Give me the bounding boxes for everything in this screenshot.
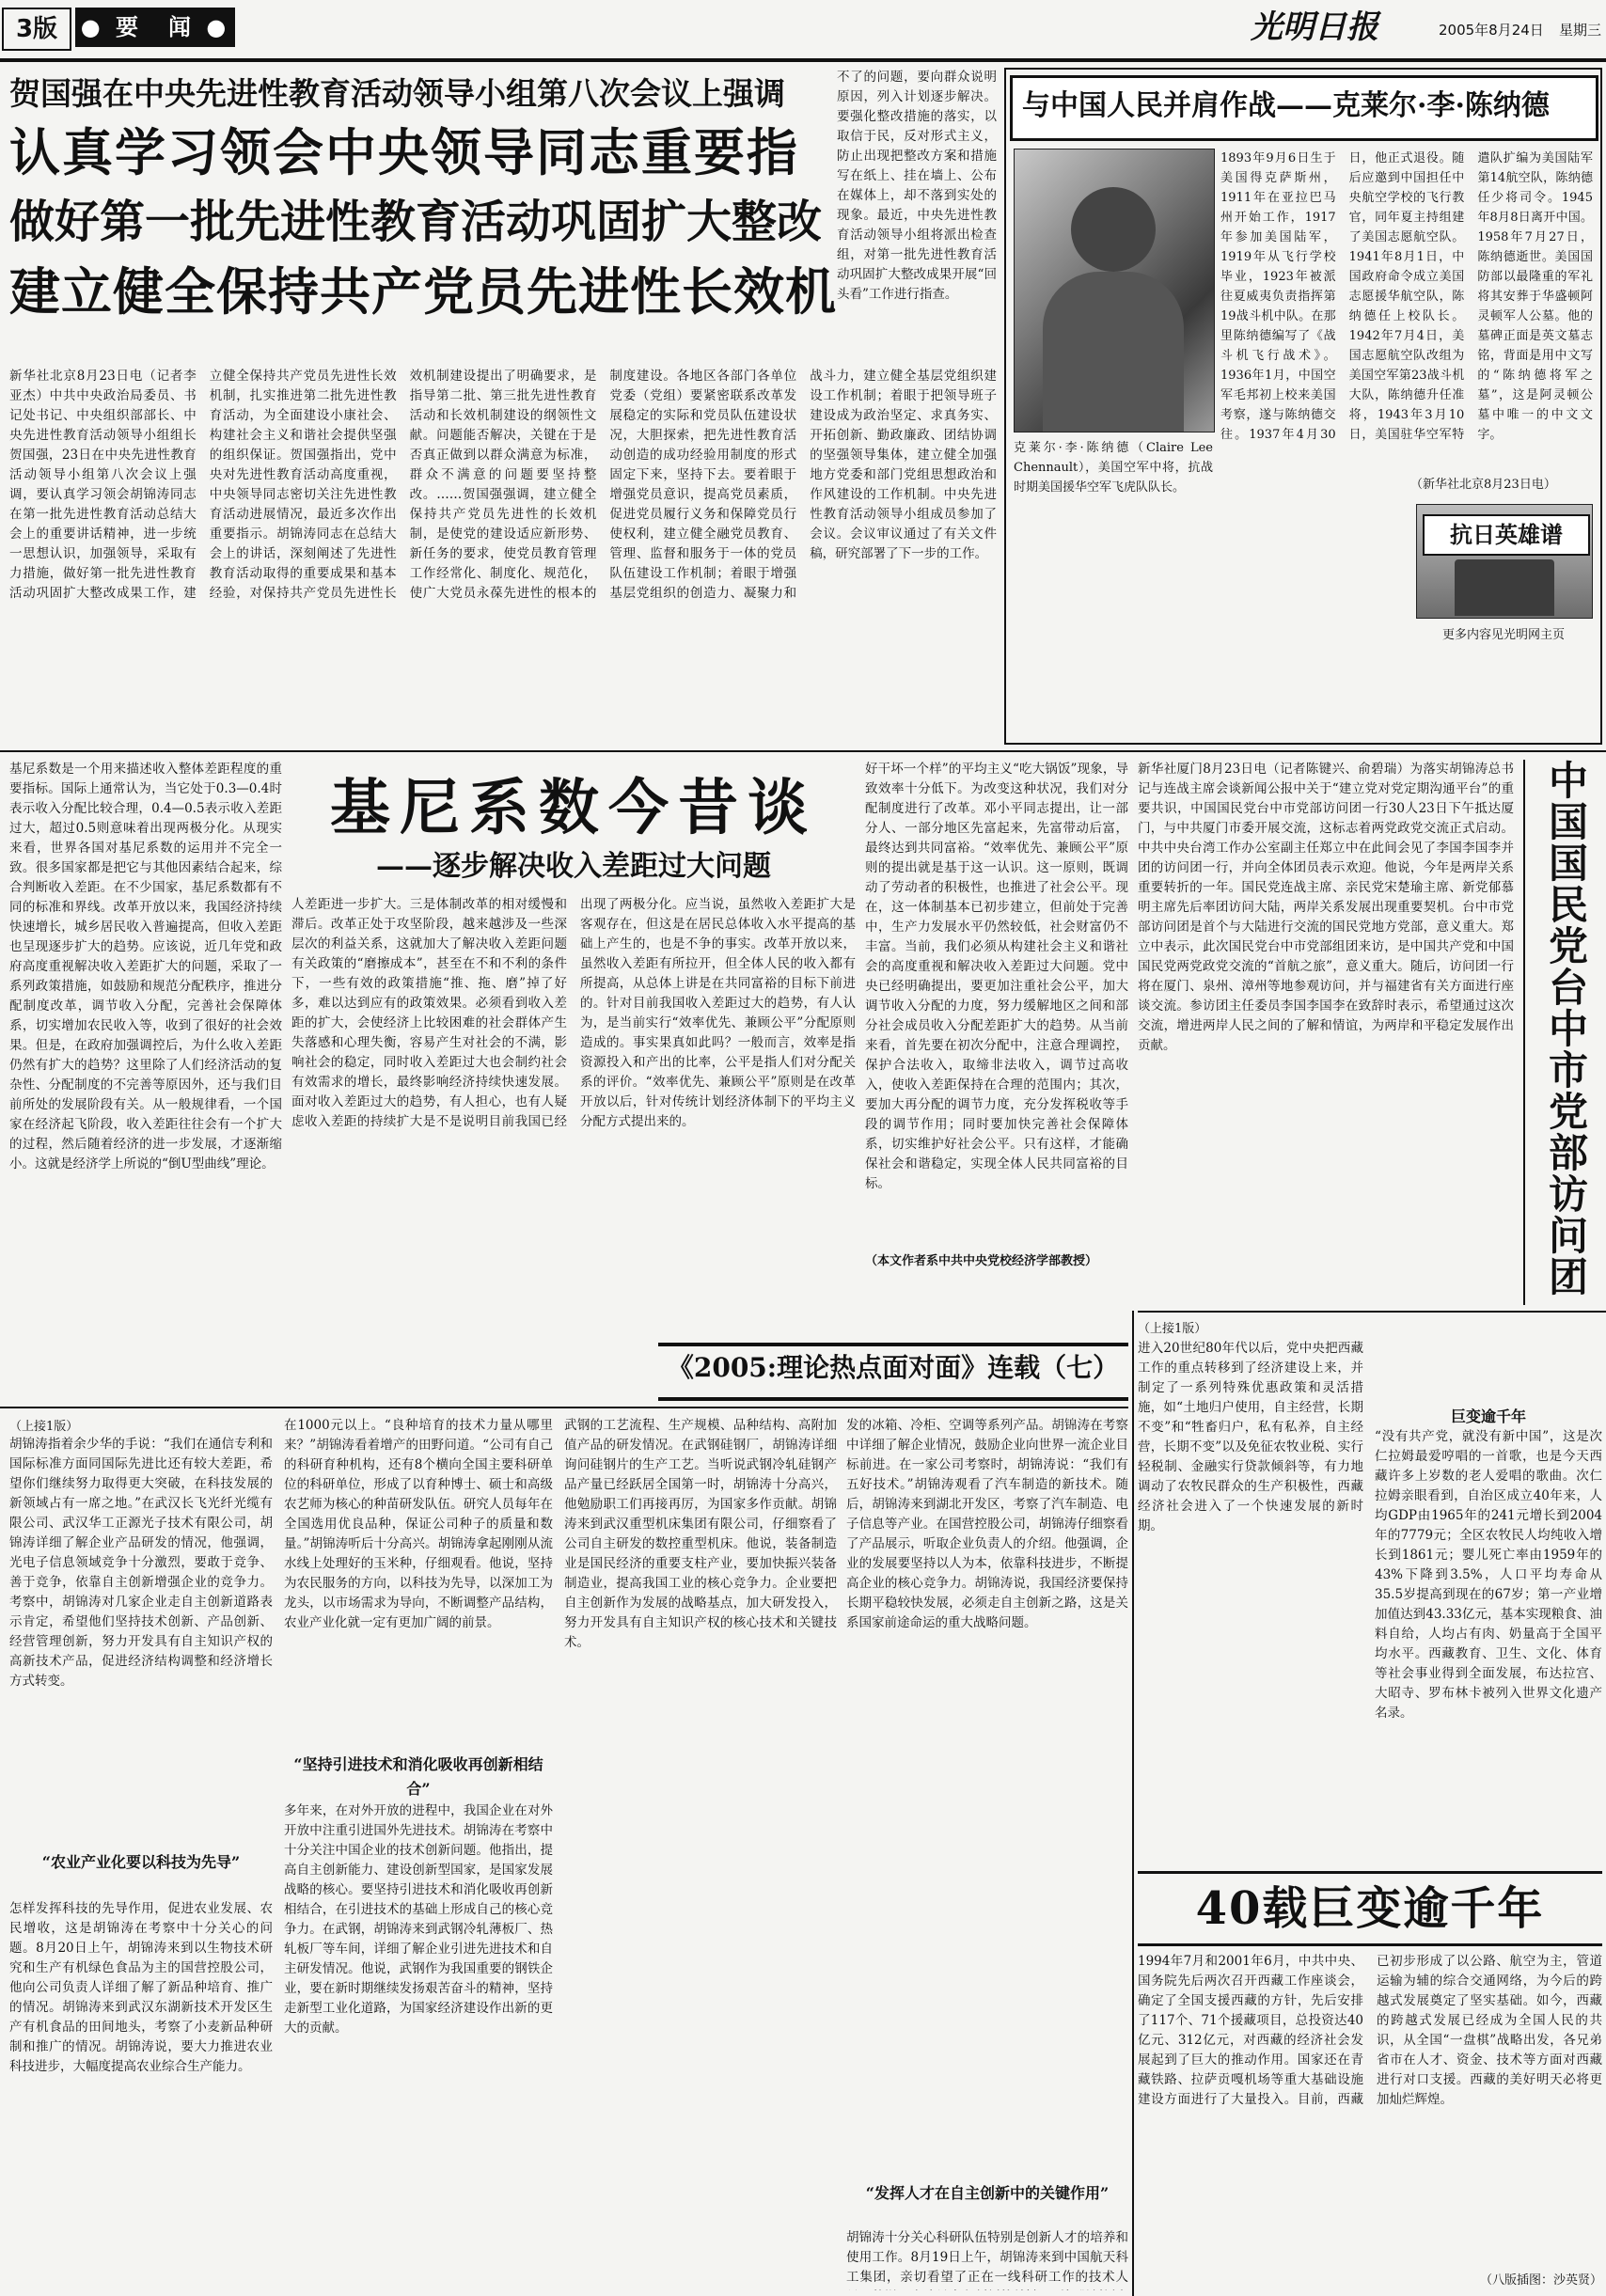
gini-series-label: 《2005:理论热点面对面》连载（七）: [667, 1352, 1120, 1383]
lead-body: 新华社北京8月23日电（记者李亚杰）中共中央政治局委员、书记处书记、中央组织部部长、中央先进性教育活动领导小组组长贺国强，23日在中央先进性教育活动领导小组第八次会议上强调，要认真学习领会胡锦涛同志在第一批先进性教育活动总结大会上的重要讲话精神，进一步统一思想认识，加强领导，采取有力措施，做好第一批先进性教育活动巩固扩大整改成果工作，建立健全保持共产党员先进性长效机制，扎实推进第二批先进性教育活动，为全面建设小康社会、构建社会主义和谐社会提供坚强的组织保证。贺国强指出，党中央对先进性教育活动高度重视，中央领导同志密切关注先进性教育活动进展情况，最近多次作出重要指示。胡锦涛同志在总结大会上的讲话，深刻阐述了先进性教育活动取得的重要成果和基本经验，对保持共产党员先进性长效机制建设提出了明确要求，是指导第二批、第三批先进性教育活动和长效机制建设的纲领性文献。问题能否解决，关键在于是否真正做到以群众满意为标准，群众不满意的问题要坚持整改。……贺国强强调，建立健全保持共产党员先进性的长效机制，是使党的建设适应新形势、新任务的要求，使党员教育管理工作经常化、制度化、规范化，使广大党员永葆先进性的根本的制度建设。各地区各部门各单位党委（党组）要紧密联系改革发展稳定的实际和党员队伍建设状况，大胆探索，把先进性教育活动创造的成功经验用制度的形式固定下来，坚持下去。要着眼于增强党员意识，提高党员素质，促进党员履行义务和保障党员行使权利，建立健全融党员教育、管理、监督和服务于一体的党员队伍建设工作机制；着眼于增强基层党组织的创造力、凝聚力和战斗力，建立健全基层党组织建设工作机制；着眼于把领导班子建设成为政治坚定、求真务实、开拓创新、勤政廉政、团结协调的坚强领导集体，建立健全加强地方党委和部门党组思想政治和作风建设的工作机制。中央先进性教育活动领导小组成员参加了会议。会议审议通过了有关文件稿，研究部署了下一步的工作。: [9, 369, 997, 601]
middle-rule: [0, 1407, 1128, 1408]
photo-body-icon: [1043, 272, 1184, 432]
xizang-subhead: 巨变逾千年: [1450, 1407, 1526, 1425]
page-number: 3版: [15, 15, 58, 43]
issue-weekday: 星期三: [1559, 22, 1602, 39]
issue-date: 2005年8月24日: [1439, 22, 1544, 39]
xizang-body-col2: “没有共产党，就没有新中国”，这是次仁拉姆最爱哼唱的一首歌，也是今天西藏许多上岁数的老人爱唱的歌曲。次仁拉姆亲眼看到，自治区成立40年来，人均GDP由1965年的241元增长到2004年的7779元；全区农牧民人均纯收入增长到1861元；婴儿死亡率由1959年的43%下降到3.5%，人口平均寿命从35.5岁提高到现在的67岁；第一产业增加值达到43.33亿元，基本实现粮食、油料自给，人均占有肉、奶量高于全国平均水平。西藏教育、卫生、文化、体育等社会事业得到全面发展，布达拉宫、大昭寺、罗布林卡被列入世界文化遗产名录。: [1375, 1429, 1602, 1721]
xizang-body-col3: 1994年7月和2001年6月，中共中央、国务院先后两次召开西藏工作座谈会，确定了全国支援西藏的方针，先后安排了117个、71个援藏项目，总投资达40亿元、312亿元，对西藏的经济社会发展起到了巨大的推动作用。国家还在青藏铁路、拉萨贡嘎机场等重大基础设施建设方面进行了大量投入。目前，西藏已初步形成了以公路、航空为主，管道运输为辅的综合交通网络，为今后的跨越式发展奠定了坚实基础。如今，西藏的跨越式发展已经成为全国人民的共识，从全国“一盘棋”战略出发，各兄弟省市在人才、资金、技术等方面对西藏进行对口支援。西藏的美好明天必将更加灿烂辉煌。: [1138, 1954, 1602, 2107]
paper-name: 光明日报: [1251, 8, 1378, 46]
page-number-badge: [2, 8, 71, 51]
masthead-rule: [0, 58, 1606, 62]
taiwan-title: [1523, 760, 1604, 1305]
hero-body: 1893年9月6日生于美国得克萨斯州，1911年在亚拉巴马州开始工作，1917年参加美国陆军，1919年从飞行学校毕业，1923年被派往夏威夷负责指挥第19战斗机中队。在那里陈纳德编写了《战斗机飞行战术》。1936年1月，中国空军毛邦初上校来美国考察，遂与陈纳德交往。1937年4月30日，他正式退役。随后应邀到中国担任中央航空学校的飞行教官，同年夏主持组建了美国志愿航空队。1941年8月1日，中国政府命令成立美国志愿援华航空队，陈纳德任上校队长。1942年7月4日，美国志愿航空队改组为美国空军第23战斗机大队，陈纳德升任准将，1943年3月10日，美国驻华空军特遣队扩编为美国陆军第14航空队，陈纳德任少将司令。1945年8月8日离开中国。1958年7月27日，陈纳德逝世。美国国防部以最隆重的军礼将其安葬于华盛顿阿灵顿军人公墓。他的墓碑正面是英文墓志铭，背面是用中文写的“陈纳德将军之墓”，这是阿灵顿公墓中唯一的中文文字。: [1220, 151, 1593, 442]
hu-body-col1b: 怎样发挥科技的先导作用，促进农业发展、农民增收，这是胡锦涛在考察中十分关心的问题。8月20日上午，胡锦涛来到以生物技术研究和生产有机绿色食品为主的国营控股公司，他向公司负责人详细了解了新品种培育、推广的情况。胡锦涛来到武汉东湖新技术开发区生产有机食品的田间地头，考察了小麦新品种研制和推广的情况。胡锦涛说，要大力推进农业科技进步，大幅度提高农业综合生产能力。: [9, 1901, 273, 2074]
gini-body-col2: 人差距进一步扩大。三是体制改革的相对缓慢和滞后。改革正处于攻坚阶段，越来越涉及一些深层次的利益关系，这就加大了解决收入差距问题有关政策的“磨擦成本”，甚至在不和不利的条件下，一些有效的政策措施“推、拖、磨”掉了好多，难以达到应有的政策效果。必须看到收入差距的扩大，会使经济上比较困难的社会群体产生失落感和心理失衡，容易产生对社会的不满，影响社会的稳定，同时收入差距过大也会制约社会有效需求的增长，最终影响经济持续快速发展。面对收入差距过大的趋势，有人担心，也有人疑虑收入差距的持续扩大是不是说明目前我国已经出现了两极分化。应当说，虽然收入差距扩大是客观存在，但这是在居民总体收入水平提高的基础上产生的，也是不争的事实。改革开放以来，虽然收入差距有所拉开，但全体人民的收入都有所提高，从总体上讲是在共同富裕的目标下前进的。针对目前我国收入差距过大的趋势，有人认为，是当前实行“效率优先、兼顾公平”分配原则造成的。事实果真如此吗？一般而言，效率是指资源投入和产出的比率，公平是指人们对分配关系的评价。“效率优先、兼顾公平”原则是在改革开放以后，针对传统计划经济体制下的平均主义分配方式提出来的。: [291, 897, 856, 1129]
gini-series-banner: [658, 1343, 1128, 1401]
lead-continuation: 不了的问题，要向群众说明原因，列入计划逐步解决。要强化整改措施的落实，以取信于民，反对形式主义，防止出现把整改方案和措施写在纸上、挂在墙上、公布在媒体上，却不落到实处的现象。最近，中央先进性教育活动领导小组将派出检查组，对第一批先进性教育活动巩固扩大整改成果开展“回头看”工作进行指查。: [837, 70, 997, 302]
lead-bottom-rule: [0, 750, 1606, 752]
hero-body-more: [1014, 540, 1409, 728]
taiwan-body: 新华社厦门8月23日电（记者陈键兴、俞碧瑞）为落实胡锦涛总书记与连战主席会谈新闻公报中关于“建立党对党定期沟通平台”的重要共识，中国国民党台中市党部访问团一行30人23日下午抵达厦门，与中共厦门市委开展交流，这标志着两党政党交流正式启动。中共中央台湾工作办公室副主任郑立中在此间会见了李国李国李并团的访问团一行，并向全体团员表示欢迎。他说，今年是两岸关系重要转折的一年。国民党连战主席、亲民党宋楚瑜主席、新党郁慕明主席先后率团访问大陆，两岸关系发展出现重要契机。台中市党部访问团是首个与大陆进行交流的国民党地方党部，意义重大。郑立中表示，此次国民党台中市党部组团来访，是中国共产党和中国国民党两党政党交流的“首航之旅”，意义重大。随后，访问团一行将在厦门、泉州、漳州等地参观访问，并与福建省有关方面进行座谈交流。参访团主任委员李国李国李在致辞时表示，希望通过这次交流，增进两岸人民之间的了解和情谊，为两岸和平稳定发展作出贡献。: [1138, 762, 1514, 1053]
hero-credit: （新华社北京8月23日电）: [1410, 478, 1556, 492]
hu-body-col2b: 多年来，在对外开放的进程中，我国企业在对外开放中注重引进国外先进技术。胡锦涛在考察中十分关注中国企业的技术创新问题。他指出，提高自主创新能力、建设创新型国家，是国家发展战略的核心。要坚持引进技术和消化吸收再创新相结合，在引进技术的基础上形成自己的核心竞争力。在武钢，胡锦涛来到武钢冷轧薄板厂、热轧板厂等车间，详细了解企业引进先进技术和自主研发情况。他说，武钢作为我国重要的钢铁企业，要在新时期继续发扬艰苦奋斗的精神，坚持走新型工业化道路，为国家经济建设作出新的更大的贡献。: [284, 1803, 553, 2036]
lead-headline-2: 做好第一批先进性教育活动巩固扩大整改: [9, 196, 823, 248]
right-middle-rule: [1138, 1311, 1606, 1313]
photo-figure-icon: [1071, 187, 1156, 272]
hero-badge: [1416, 504, 1593, 619]
monument-icon: [1455, 559, 1554, 616]
gini-subtitle: ——逐步解决收入差距过大问题: [376, 850, 771, 883]
lead-kicker: 贺国强在中央先进性教育活动领导小组第八次会议上强调: [9, 75, 785, 112]
hero-title: 与中国人民并肩作战——克莱尔·李·陈纳德: [1022, 89, 1550, 122]
hero-box: [1004, 68, 1602, 745]
hero-badge-title: 抗日英雄谱: [1423, 514, 1590, 556]
hu-body-col4: 发的冰箱、冷柜、空调等系列产品。胡锦涛在考察中详细了解企业情况，鼓励企业向世界一流企业目标前进。在一家公司考察时，胡锦涛说：“我们有五好技术。”胡锦涛观看了汽车制造的新技术。随后，胡锦涛来到湖北开发区，考察了汽车制造、电子信息等产业。在国营控股公司，胡锦涛仔细察看了产品展示，听取企业负责人的介绍。他强调，企业的发展要坚持以人为本，依靠科技进步，不断提高企业的核心竞争力。胡锦涛说，我国经济要保持长期平稳较快发展，必须走自主创新之路，这是关系国家前途命运的重大战略问题。: [846, 1418, 1128, 1630]
hu-body-col2: 在1000元以上。“良种培育的技术力量从哪里来？”胡锦涛看着增产的田野问道。“公司有自己的科研育种机构，还有8个横向全国主要科研单位的科研单位，形成了以育种博士、硕士和高级农艺师为核心的种苗研发队伍。研究人员每年在全国选用优良品种，保证公司种子的质量和数量。”胡锦涛听后十分高兴。胡锦涛拿起刚刚从流水线上处理好的玉米种，仔细观看。他说，坚持为农民服务的方向，以科技为先导，以深加工为龙头，以市场需求为导向，不断调整产品结构，农业产业化就一定有更加广阔的前景。: [284, 1418, 553, 1630]
xizang-head-note: （上接1版）: [1138, 1322, 1207, 1336]
hero-title-bar: [1010, 75, 1598, 141]
xizang-headline: 40载巨变逾千年: [1138, 1871, 1602, 1946]
gini-credit: （本文作者系中共中央党校经济学部教授）: [865, 1254, 1098, 1268]
hu-subhead-1: “农业产业化要以科技为先导”: [41, 1853, 241, 1871]
chennault-photo: [1014, 149, 1215, 432]
section-badge: ● 要 闻 ●: [75, 8, 235, 47]
hu-body-col4b: 胡锦涛十分关心科研队伍特别是创新人才的培养和使用工作。8月19日上午，胡锦涛来到中国航天科工集团，亲切看望了正在一线科研工作的技术人: [846, 2230, 1128, 2285]
hu-body-col1: 胡锦涛指着余少华的手说：“我们在通信专利和国际标准方面同国际先进比还有较大差距，希望你们继续努力取得更大突破，在科技发展的新领域占有一席之地。”在武汉长飞光纤光缆有限公司、武汉华工正源光子技术有限公司，胡锦涛详细了解企业产品研发的情况，他强调，光电子信息领域竞争十分激烈，要敢于竞争、善于竞争，依靠自主创新增强企业的竞争力。考察中，胡锦涛对几家企业走自主创新道路表示肯定，希望他们坚持技术创新、产品创新、经营管理创新，努力开发具有自主知识产权的高新技术产品，促进经济结构调整和经济增长方式转变。: [9, 1437, 273, 1689]
hu-subhead-3: “发挥人才在自主创新中的关键作用”: [865, 2184, 1110, 2202]
lead-headline-3: 建立健全保持共产党员先进性长效机: [9, 261, 837, 322]
xizang-credit: （八版插图：沙英贤）: [1479, 2273, 1602, 2288]
hu-subhead-2: “坚持引进技术和消化吸收再创新相结合”: [293, 1755, 543, 1798]
section-name: 要 闻: [116, 14, 195, 40]
gini-title: 基尼系数今昔谈: [330, 773, 817, 843]
hu-head-note: （上接1版）: [9, 1420, 79, 1434]
masthead: [0, 0, 1606, 58]
hero-badge-note: 更多内容见光明网主页: [1441, 628, 1565, 642]
gini-body-col1: 基尼系数是一个用来描述收入整体差距程度的重要指标。国际上通常认为，当它处于0.3—0.4时表示收入分配比较合理，0.4—0.5表示收入差距过大，超过0.5则意味着出现两极分化。从现实来看，世界各国对基尼系数的运用并不完全一致。很多国家都是把它与其他因素结合起来，综合判断收入差距。在不少国家，基尼系数都有不同的标准和界线。改革开放以来，我国经济持续快速增长，城乡居民收入普遍提高，但收入差距也呈现逐步扩大的趋势。应该说，近几年党和政府高度重视解决收入差距扩大的问题，采取了一系列政策措施，如鼓励和规范分配秩序，推进分配制度改革，调节收入分配，完善社会保障体系，切实增加农民收入等，收到了很好的社会效果。但是，在政府加强调控后，为什么收入差距仍然有扩大的趋势？这里除了人们经济活动的复杂性、分配制度的不完善等原因外，还与我们目前所处的发展阶段有关。从一般规律看，一个国家在经济起飞阶段，收入差距往往会有一个扩大的过程，然后随着经济的进一步发展，才逐渐缩小。这就是经济学上所说的“倒U型曲线”理论。: [9, 762, 282, 1172]
gini-body-col3: 好干坏一个样”的平均主义“吃大锅饭”现象，导致效率十分低下。为改变这种状况，我们对分配制度进行了改革。邓小平同志提出，让一部分人、一部分地区先富起来，先富带动后富，最终达到共同富裕。“效率优先、兼顾公平”原则的提出就是基于这一认识。这一原则，既调动了劳动者的积极性，也推进了社会公平。现在，这一体制基本已初步建立，但前处于完善中，生产力发展水平仍然较低，社会财富仍不丰富。当前，我们必须从构建社会主义和谐社会的高度重视和解决收入差距过大问题。党中央已经明确提出，要更加注重社会公平，加大调节收入分配的力度，努力缓解地区之间和部分社会成员收入分配差距扩大的趋势。从当前来看，首先要在初次分配中，注意合理调控，保护合法收入，取缔非法收入，调节过高收入，使收入差距保持在合理的范围内；其次，要加大再分配的调节力度，充分发挥税收等手段的调节作用；同时要加快完善社会保障体系，切实维护好社会公平。只有这样，才能确保社会和谐稳定，实现全体人民共同富裕的目标。: [865, 762, 1128, 1191]
hu-body-col3: 武钢的工艺流程、生产规模、品种结构、高附加值产品的研发情况。在武钢硅钢厂，胡锦涛详细询问硅钢片的生产工艺。当听说武钢冷轧硅钢产品产量已经跃居全国第一时，胡锦涛十分高兴，他勉励职工们再接再厉，为国家多作贡献。胡锦涛来到武汉重型机床集团有限公司，仔细察看了公司自主研发的数控重型机床。他说，装备制造业是国民经济的重要支柱产业，要加快振兴装备制造业，提高我国工业的核心竞争力。企业要把自主创新作为发展的战略基点，加大研发投入，努力开发具有自主知识产权的核心技术和关键技术。: [564, 1418, 837, 1650]
xizang-body-col1: 进入20世纪80年代以后，党中央把西藏工作的重点转移到了经济建设上来，并制定了一系列特殊优惠政策和灵活措施，如“土地归户使用，自主经营，长期不变”和“牲畜归户，私有私养，自主经营，长期不变”以及免征农牧业税、实行轻税制、金融实行贷款倾斜等，有力地调动了农牧民群众的生产积极性，西藏经济社会进入了一个快速发展的新时期。: [1138, 1341, 1363, 1533]
hero-photo-caption: 克莱尔·李·陈纳德（Claire Lee Chennault），美国空军中将，抗战时期美国援华空军飞虎队队长。: [1014, 441, 1213, 495]
taiwan-title-text: 中国国民党台中市党部访问团: [1543, 760, 1589, 1297]
lead-headline-1: 认真学习领会中央领导同志重要指: [9, 122, 799, 182]
xizang-col2-top: [1375, 1318, 1602, 1397]
bottom-vertical-rule: [1132, 1311, 1134, 2296]
